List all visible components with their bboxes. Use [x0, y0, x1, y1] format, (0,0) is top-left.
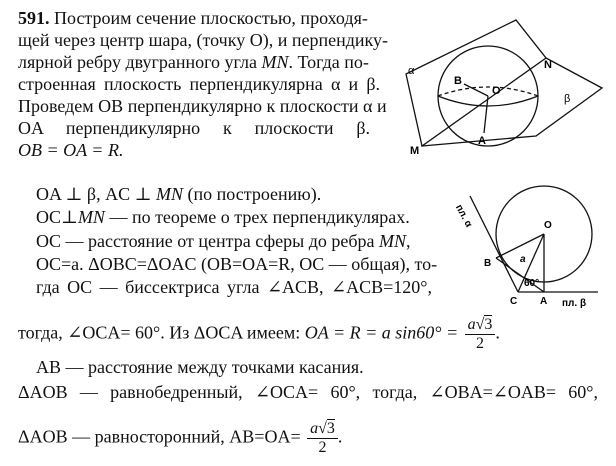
- plane-beta: [422, 58, 602, 146]
- text-fragment: OA ⊥ β, AC ⊥: [36, 184, 152, 204]
- text-line: Проведем OB перпендикулярно к плоскости α и: [18, 96, 387, 116]
- text-fragment: — по теореме о трех перпендикулярах.: [109, 207, 410, 227]
- text-fragment: тогда, ∠OCA= 60°. Из ΔOCA имеем:: [18, 322, 301, 343]
- text-line: ΔAOB — равнобедренный, ∠OCA= 60°, тогда, ∠OBA=∠OAB= 60°,: [18, 382, 598, 402]
- text-fragment: .: [337, 426, 343, 447]
- label-o: O: [544, 220, 552, 231]
- text-line: OB = OA = R.: [18, 140, 124, 160]
- text-line: AB — расстояние между точками касания.: [36, 357, 364, 377]
- text-line: [18, 52, 380, 73]
- text-fragment: ,: [406, 231, 411, 251]
- figure-sphere-dihedral: [396, 8, 606, 158]
- text-fragment: OC⊥: [36, 207, 78, 227]
- label-alpha: α: [408, 65, 415, 77]
- text-line: OC=a. ΔOBC=ΔOAC (OB=OA=R, OC — общая), то-: [36, 254, 438, 274]
- label-beta: β: [564, 93, 571, 105]
- text-line: [18, 420, 342, 457]
- text-line: строенная плоскость перпендикулярна α и β.: [18, 74, 380, 94]
- fraction: $\frac{a√3}{2}$: [465, 316, 496, 353]
- problem-number: 591.: [18, 8, 50, 28]
- plane-alpha-line: [470, 196, 518, 292]
- equator-back: [438, 87, 538, 96]
- label-m: M: [410, 145, 420, 157]
- figure-cross-section: [452, 180, 602, 310]
- text-fragment: ΔAOB — равносторонний, AB=OA=: [18, 426, 301, 447]
- text-line: гда OC — биссектриса угла ∠ACB, ∠ACB=120°,: [36, 277, 432, 297]
- segment-ob: [464, 84, 488, 96]
- formula: OA = R = a sin60° =: [304, 322, 459, 343]
- label-plane-beta: пл. β: [562, 298, 587, 309]
- text-fragment: . Тогда по-: [288, 52, 369, 72]
- label-n: N: [544, 59, 552, 71]
- label-a: A: [540, 296, 548, 307]
- text-line: [36, 207, 410, 228]
- text-line: [18, 316, 500, 353]
- label-a: A: [478, 135, 486, 147]
- text-fragment: лярной ребру двугранного угла: [18, 52, 257, 72]
- edge-mn: MN: [77, 207, 105, 227]
- text-line: щей через центр шара, (точку O), и перпендику-: [18, 30, 389, 50]
- fraction: $\frac{a√3}{2}$: [307, 420, 338, 457]
- plane-alpha: [406, 20, 546, 146]
- text-fragment: .: [495, 322, 500, 343]
- edge-mn: MN: [379, 231, 407, 251]
- text-line: [36, 231, 411, 252]
- text-line: OA перпендикулярно к плоскости β.: [18, 118, 370, 138]
- text-fragment: (по построению).: [187, 184, 322, 204]
- edge-mn: MN: [261, 52, 289, 72]
- label-b: B: [454, 75, 462, 87]
- text-line: [18, 8, 374, 29]
- text-fragment: Построим сечение плоскостью, проходя-: [54, 8, 368, 28]
- label-b: B: [484, 258, 492, 269]
- text-line: [36, 184, 321, 205]
- edge-mn: MN: [156, 184, 184, 204]
- label-o: O: [492, 85, 501, 97]
- label-a-length: a: [520, 254, 526, 265]
- label-plane-alpha: пл. α: [453, 202, 475, 230]
- label-angle: 60°: [524, 278, 540, 289]
- text-fragment: OC — расстояние от центра сферы до ребра: [36, 231, 375, 251]
- label-c: C: [510, 296, 518, 307]
